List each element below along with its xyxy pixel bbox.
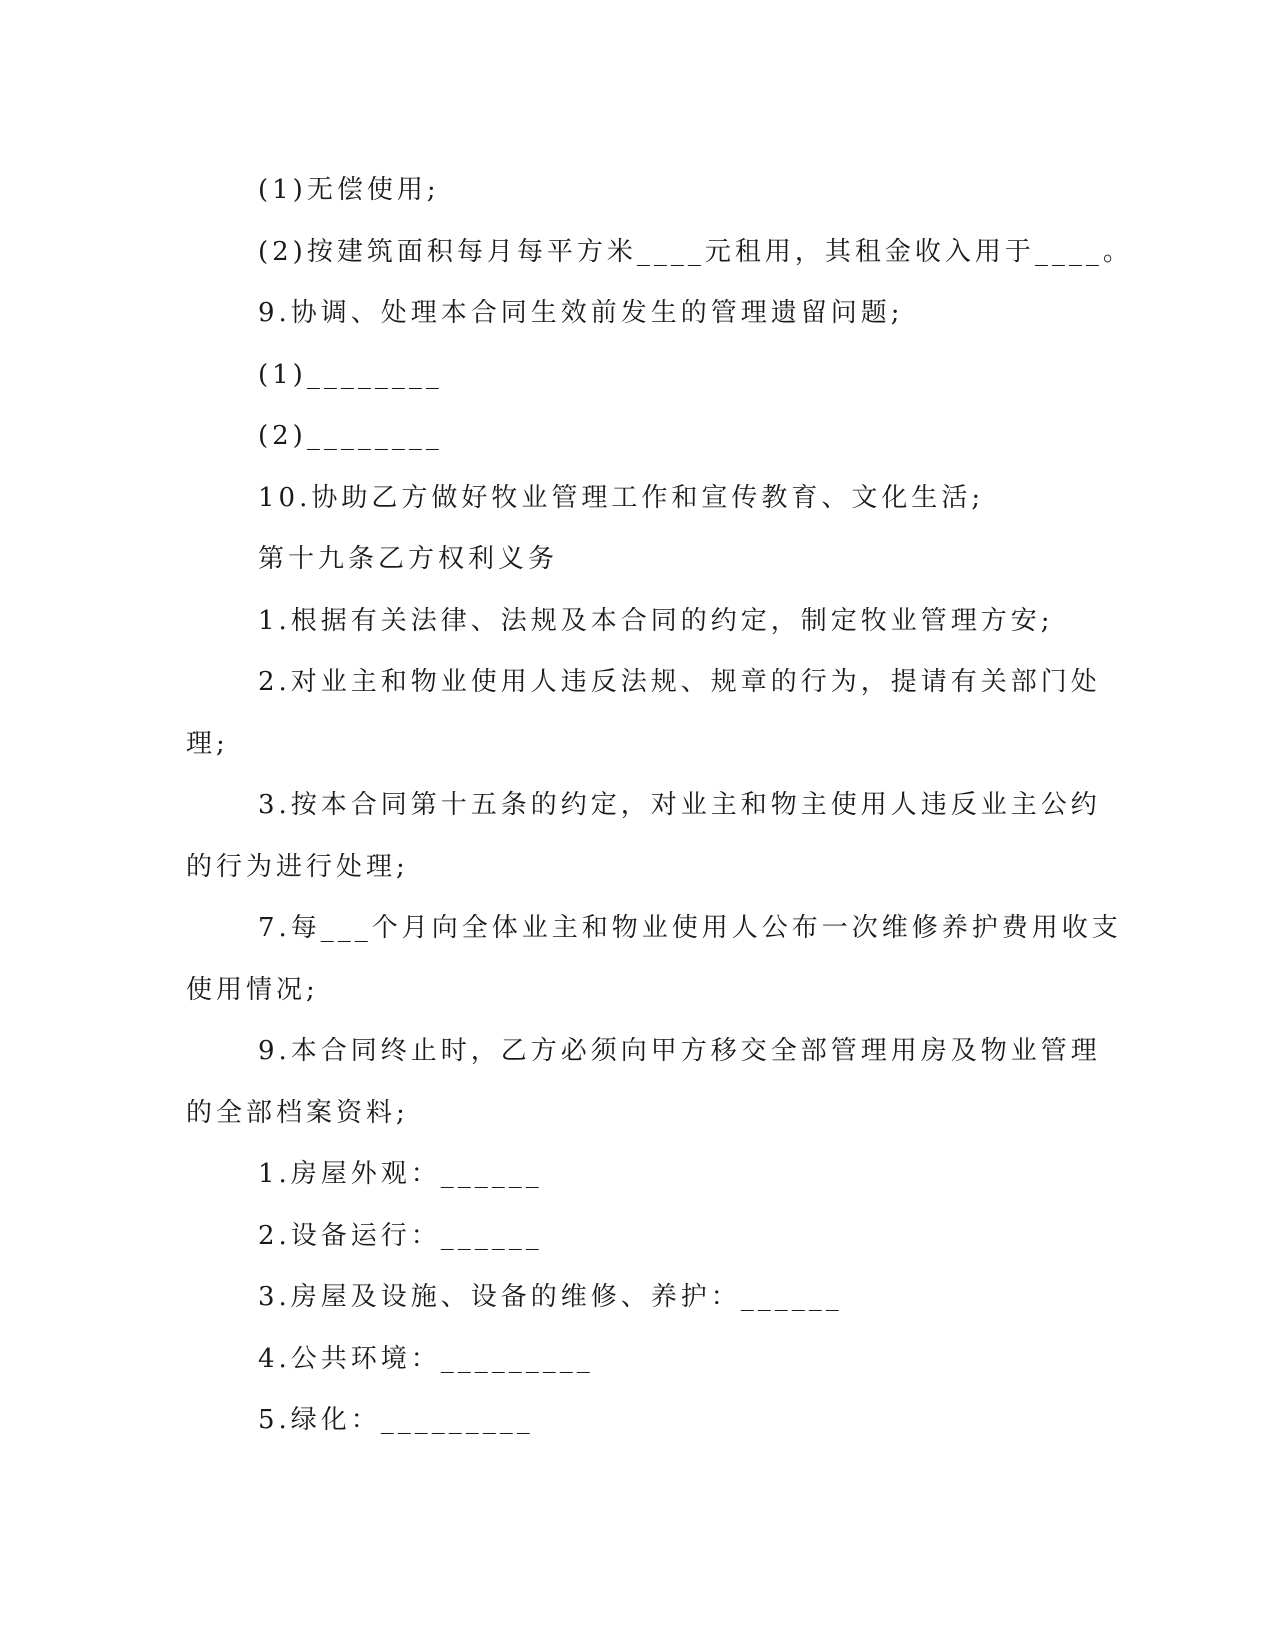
paragraph-line: 3.房屋及设施、设备的维修、养护：______ — [258, 1282, 843, 1312]
paragraph-continuation: 使用情况; — [186, 974, 319, 1005]
paragraph-line: (2)________ — [258, 421, 443, 451]
paragraph-line: 2.设备运行：______ — [258, 1220, 543, 1251]
paragraph-line: (1)________ — [258, 359, 443, 390]
paragraph-line: 5.绿化：_________ — [258, 1405, 534, 1435]
document-body — [186, 160, 1133, 1452]
paragraph-line: 3.按本合同第十五条的约定，对业主和物主使用人违反业主公约 — [258, 790, 1101, 820]
paragraph-line: 1.房屋外观：______ — [258, 1159, 543, 1189]
paragraph-continuation: 的行为进行处理; — [186, 851, 409, 882]
paragraph-line: 9.本合同终止时，乙方必须向甲方移交全部管理用房及物业管理 — [258, 1036, 1101, 1066]
paragraph-line: 4.公共环境：_________ — [258, 1343, 594, 1374]
paragraph-line: 2.对业主和物业使用人违反法规、规章的行为，提请有关部门处 — [258, 667, 1101, 697]
paragraph-line: 1.根据有关法律、法规及本合同的约定，制定牧业管理方安; — [258, 605, 1054, 636]
section-heading: 第十九条乙方权利义务 — [258, 544, 559, 574]
paragraph-line: 9.协调、处理本合同生效前发生的管理遗留问题; — [258, 298, 904, 328]
paragraph-continuation: 理; — [186, 728, 229, 759]
paragraph-continuation: 的全部档案资料; — [186, 1097, 409, 1128]
paragraph-line: (1)无偿使用; — [258, 175, 440, 205]
paragraph-line: 10.协助乙方做好牧业管理工作和宣传教育、文化生活; — [258, 482, 985, 513]
paragraph-line: (2)按建筑面积每月每平方米____元租用，其租金收入用于____。 — [258, 236, 1133, 267]
paragraph-line: 7.每___个月向全体业主和物业使用人公布一次维修养护费用收支 — [258, 913, 1122, 943]
